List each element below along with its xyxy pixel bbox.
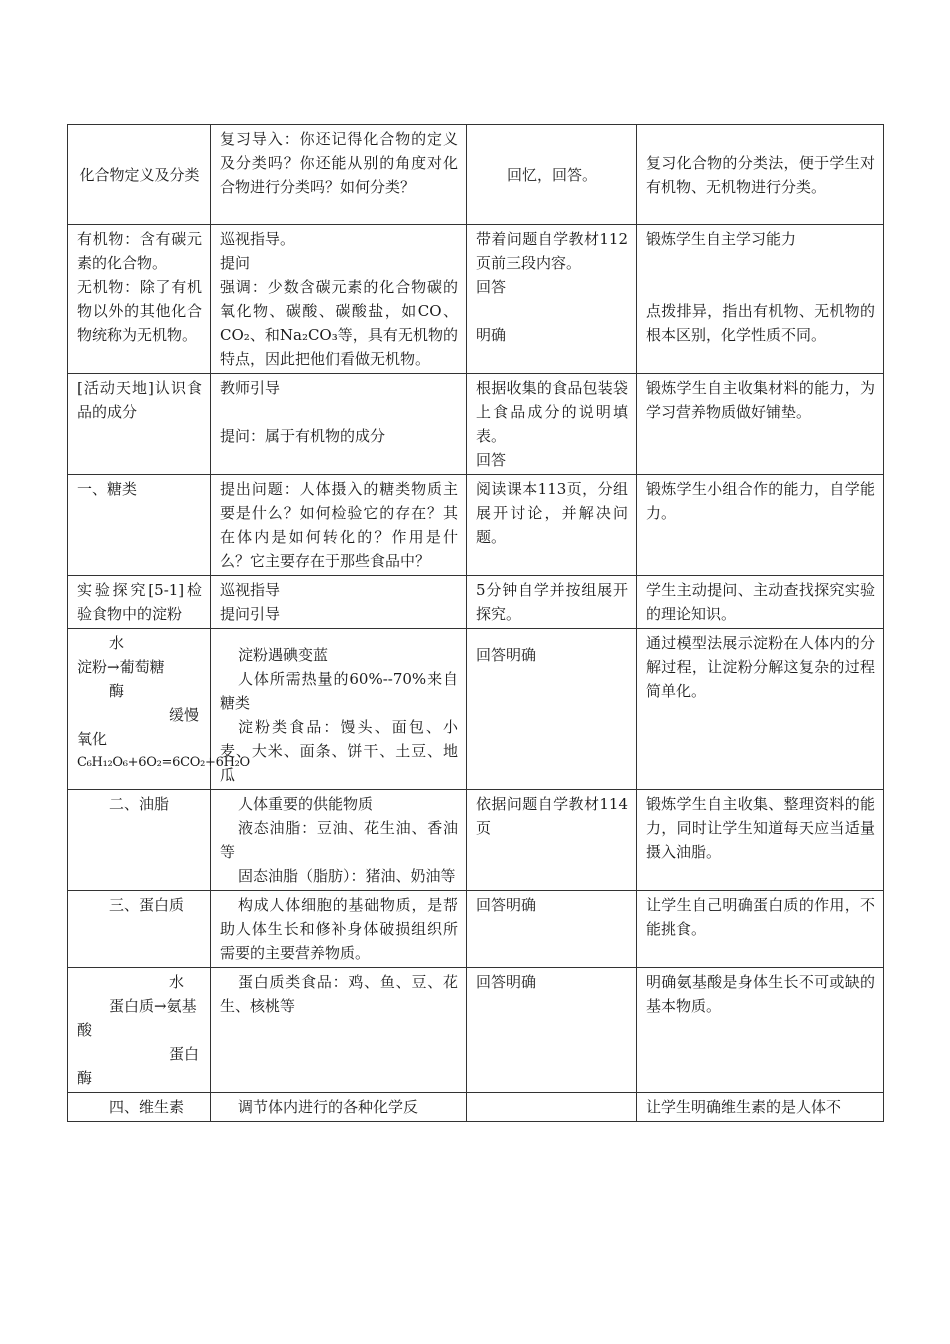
- teacher-activity-cell: 人体重要的供能物质 液态油脂：豆油、花生油、香油等 固态油脂（脂肪）：猪油、奶油等: [211, 790, 467, 891]
- protein-equation-cell: 水 蛋白质→氨基酸 蛋白 酶: [68, 968, 211, 1093]
- topic-cell: 有机物：含有碳元素的化合物。 无机物：除了有机物以外的其他化合物统称为无机物。: [68, 225, 211, 374]
- student-activity-cell: 根据收集的食品包装袋上食品成分的说明填表。 回答: [467, 374, 637, 475]
- table-row: [68, 968, 884, 1093]
- starch-equation-cell: 水 淀粉→葡萄糖 酶 缓慢 氧化 C₆H₁₂O₆+6O₂=6CO₂+6H₂O: [68, 629, 211, 790]
- table-row: [68, 576, 884, 629]
- table-row: [68, 629, 884, 790]
- lesson-plan-table: [67, 124, 884, 1122]
- design-intent-cell: 锻炼学生自主学习能力 点拨排异，指出有机物、无机物的根本区别，化学性质不同。: [637, 225, 884, 374]
- topic-cell: 二、油脂: [68, 790, 211, 891]
- teacher-activity-cell: 巡视指导。 提问 强调：少数含碳元素的化合物碳的氧化物、碳酸、碳酸盐，如CO、CO₂、和Na₂CO₃等，具有无机物的特点，因此把他们看做无机物。: [211, 225, 467, 374]
- teacher-activity-cell: 提出问题：人体摄入的糖类物质主要是什么？如何检验它的存在？其在体内是如何转化的？作用是什么？它主要存在于那些食品中？: [211, 475, 467, 576]
- topic-cell: 一、糖类: [68, 475, 211, 576]
- student-activity-cell: 依据问题自学教材114页: [467, 790, 637, 891]
- design-intent-cell: 让学生明确维生素的是人体不: [637, 1093, 884, 1122]
- topic-cell: 实验探究[5-1]检验食物中的淀粉: [68, 576, 211, 629]
- teacher-activity-cell: 淀粉遇碘变蓝 人体所需热量的60%--70%来自糖类 淀粉类食品：馒头、面包、小麦、大米、面条、饼干、土豆、地瓜: [211, 629, 467, 790]
- table-row: [68, 374, 884, 475]
- student-activity-cell: 回忆，回答。: [467, 125, 637, 225]
- teacher-activity-cell: 蛋白质类食品：鸡、鱼、豆、花生、核桃等: [211, 968, 467, 1093]
- student-activity-cell: 回答明确: [467, 629, 637, 790]
- table-row: [68, 891, 884, 968]
- table-row: [68, 475, 884, 576]
- design-intent-cell: 学生主动提问、主动查找探究实验的理论知识。: [637, 576, 884, 629]
- design-intent-cell: 通过模型法展示淀粉在人体内的分解过程，让淀粉分解这复杂的过程简单化。: [637, 629, 884, 790]
- teacher-activity-cell: 教师引导 提问：属于有机物的成分: [211, 374, 467, 475]
- student-activity-cell: [467, 1093, 637, 1122]
- design-intent-cell: 锻炼学生小组合作的能力，自学能力。: [637, 475, 884, 576]
- table-row: [68, 125, 884, 225]
- topic-cell: [活动天地]认识食品的成分: [68, 374, 211, 475]
- student-activity-cell: 带着问题自学教材112页前三段内容。 回答 明确: [467, 225, 637, 374]
- student-activity-cell: 5分钟自学并按组展开探究。: [467, 576, 637, 629]
- student-activity-cell: 回答明确: [467, 891, 637, 968]
- table-row: [68, 225, 884, 374]
- topic-cell: 三、蛋白质: [68, 891, 211, 968]
- teacher-activity-cell: 构成人体细胞的基础物质，是帮助人体生长和修补身体破损组织所需要的主要营养物质。: [211, 891, 467, 968]
- design-intent-cell: 锻炼学生自主收集、整理资料的能力，同时让学生知道每天应当适量摄入油脂。: [637, 790, 884, 891]
- topic-cell: 四、维生素: [68, 1093, 211, 1122]
- topic-cell: 化合物定义及分类: [68, 125, 211, 225]
- design-intent-cell: 明确氨基酸是身体生长不可或缺的基本物质。: [637, 968, 884, 1093]
- design-intent-cell: 让学生自己明确蛋白质的作用，不能挑食。: [637, 891, 884, 968]
- teacher-activity-cell: 巡视指导 提问引导: [211, 576, 467, 629]
- student-activity-cell: 阅读课本113页，分组展开讨论，并解决问题。: [467, 475, 637, 576]
- student-activity-cell: 回答明确: [467, 968, 637, 1093]
- design-intent-cell: 复习化合物的分类法，便于学生对有机物、无机物进行分类。: [637, 125, 884, 225]
- table-row: [68, 790, 884, 891]
- teacher-activity-cell: 调节体内进行的各种化学反: [211, 1093, 467, 1122]
- teacher-activity-cell: 复习导入：你还记得化合物的定义及分类吗？你还能从别的角度对化合物进行分类吗？如何分类？: [211, 125, 467, 225]
- design-intent-cell: 锻炼学生自主收集材料的能力，为学习营养物质做好铺垫。: [637, 374, 884, 475]
- table-row: [68, 1093, 884, 1122]
